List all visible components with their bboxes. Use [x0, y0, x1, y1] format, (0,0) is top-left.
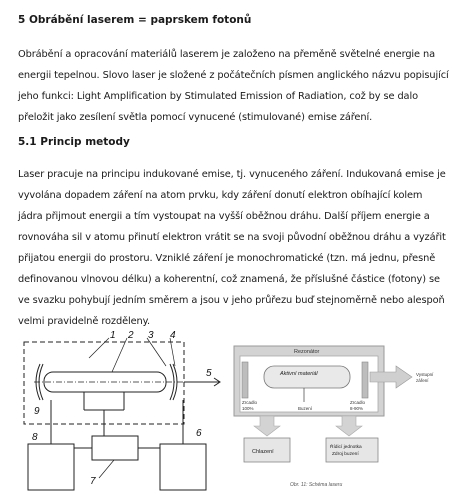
right-mirror	[362, 362, 368, 398]
left-mirror-reflectivity: 100%	[242, 406, 254, 411]
paragraph-line: Obrábění a opracování materiálů laserem je založeno na přeměně světelné energie na	[18, 49, 436, 60]
active-material-label: Aktivní materiál	[280, 371, 318, 377]
leader-line	[89, 338, 109, 358]
section-5-heading: 5 Obrábění laserem = paprskem fotonů	[18, 14, 252, 26]
laser-line-drawing	[14, 328, 224, 496]
paragraph-line: rovnováha sil v atomu přinutí elektron vrátit se na svoji původní oběžnou dráhu a vyzářit	[18, 232, 446, 243]
label-3: 3	[148, 330, 154, 341]
control-arrow	[336, 416, 362, 436]
label-8: 8	[32, 432, 38, 443]
paragraph-line: velmi pravidelně rozděleny.	[18, 316, 150, 327]
label-5: 5	[206, 368, 212, 379]
section-5-1-heading: 5.1 Princip metody	[18, 136, 130, 148]
laser-schematic	[230, 336, 466, 496]
control-box	[326, 438, 378, 462]
left-mirror-label: Zrcadlo	[242, 400, 258, 405]
block-7	[92, 436, 138, 460]
block-8	[28, 444, 74, 490]
section-5-paragraph	[18, 44, 458, 128]
paragraph-line: jeho funkci: Light Amplification by Stimulated Emission of Radiation, což by se dalo	[18, 91, 418, 102]
figure-caption: Obr. 11: Schéma laseru	[290, 482, 343, 488]
leader-line	[112, 338, 127, 372]
left-mirror	[242, 362, 248, 398]
cooling-arrow	[254, 416, 280, 436]
label-7: 7	[90, 476, 96, 487]
leader-line	[99, 460, 114, 478]
excitation-label: Buzení	[298, 406, 313, 411]
label-9: 9	[34, 406, 40, 417]
output-label-1: Vystupní	[416, 372, 434, 377]
paragraph-line: přeložit jako zesílení světla pomocí vynucené (stimulované) emise záření.	[18, 112, 373, 123]
paragraph-line: přijatou energii do prostoru. Vzniklé záření je monochromatické (tzn. má jednu, přesně	[18, 253, 436, 264]
label-2: 2	[128, 330, 134, 341]
label-4: 4	[170, 330, 176, 341]
paragraph-line: vyvolána dopadem záření na atom prvku, kdy záření donutí elektron obíhající kolem	[18, 190, 423, 201]
right-mirror-label: Zrcadlo	[350, 400, 366, 405]
right-mirror-reflectivity: 8-90%	[350, 406, 364, 411]
cooling-label: Chlazení	[252, 449, 274, 455]
label-6: 6	[196, 428, 202, 439]
label-1: 1	[110, 330, 116, 341]
paragraph-line: jádra přijmout energii a tím vystoupat na vyšší oběžnou dráhu. Další příjem energie a	[18, 211, 430, 222]
paragraph-line: energii tepelnou. Slovo laser je složené z počátečních písmen anglického názvu popisující	[18, 70, 449, 81]
control-label-2: Zdroj buzení	[332, 452, 359, 457]
resonator-label: Rezonátor	[294, 349, 320, 355]
output-label-2: záření	[416, 378, 429, 383]
paragraph-line: Laser pracuje na principu indukované emise, tj. vynuceného záření. Indukovaná emise je	[18, 169, 446, 180]
block-6	[160, 444, 206, 490]
section-5-1-paragraph	[18, 164, 458, 332]
active-material-rod	[264, 366, 350, 388]
paragraph-line: definovanou vlnovou délku) a koherentní, což znamená, že příslušné částice (fotony) se	[18, 274, 440, 285]
paragraph-line: ve svazku pohybují jedním směrem a jsou v jeho průřezu buď stejnoměrně nebo alespoň	[18, 295, 445, 306]
control-label-1: Řídicí jednotka	[330, 445, 362, 450]
